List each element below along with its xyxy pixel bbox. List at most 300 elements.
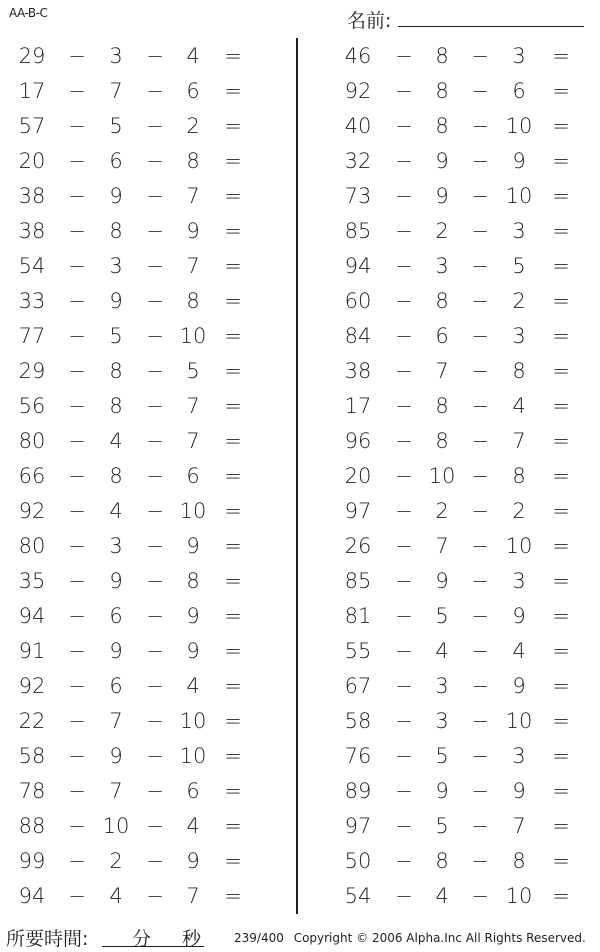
operand-a: 38 bbox=[18, 184, 46, 208]
operand-a: 55 bbox=[344, 639, 372, 663]
problem-row bbox=[0, 181, 600, 211]
minus-sign: − bbox=[68, 394, 86, 418]
minus-sign: − bbox=[146, 289, 164, 313]
operand-c: 4 bbox=[186, 44, 200, 68]
equals-sign: = bbox=[552, 849, 570, 873]
operand-b: 8 bbox=[109, 359, 123, 383]
minus-sign: − bbox=[395, 639, 413, 663]
operand-b: 2 bbox=[435, 499, 449, 523]
operand-b: 3 bbox=[109, 44, 123, 68]
problem-row bbox=[0, 636, 600, 666]
minus-sign: − bbox=[471, 219, 489, 243]
operand-b: 4 bbox=[435, 639, 449, 663]
operand-b: 10 bbox=[428, 464, 456, 488]
operand-a: 38 bbox=[18, 219, 46, 243]
minus-sign: − bbox=[146, 464, 164, 488]
minus-sign: − bbox=[68, 114, 86, 138]
operand-a: 97 bbox=[344, 814, 372, 838]
minus-sign: − bbox=[395, 394, 413, 418]
operand-c: 2 bbox=[512, 499, 526, 523]
equals-sign: = bbox=[224, 289, 242, 313]
minus-sign: − bbox=[395, 744, 413, 768]
operand-c: 9 bbox=[186, 534, 200, 558]
minus-sign: − bbox=[395, 44, 413, 68]
operand-b: 7 bbox=[109, 79, 123, 103]
problem-row bbox=[0, 111, 600, 141]
minus-sign: − bbox=[146, 674, 164, 698]
minus-sign: − bbox=[68, 569, 86, 593]
operand-c: 4 bbox=[186, 674, 200, 698]
operand-b: 6 bbox=[109, 674, 123, 698]
operand-c: 6 bbox=[186, 79, 200, 103]
operand-c: 10 bbox=[179, 709, 207, 733]
problem-row bbox=[0, 286, 600, 316]
equals-sign: = bbox=[224, 394, 242, 418]
operand-b: 8 bbox=[435, 394, 449, 418]
operand-c: 9 bbox=[512, 604, 526, 628]
operand-a: 17 bbox=[18, 79, 46, 103]
operand-a: 50 bbox=[344, 849, 372, 873]
operand-c: 9 bbox=[186, 849, 200, 873]
operand-a: 97 bbox=[344, 499, 372, 523]
minus-sign: − bbox=[68, 289, 86, 313]
operand-a: 92 bbox=[344, 79, 372, 103]
minus-sign: − bbox=[68, 499, 86, 523]
minus-sign: − bbox=[68, 534, 86, 558]
operand-a: 92 bbox=[18, 674, 46, 698]
minus-sign: − bbox=[471, 254, 489, 278]
operand-c: 3 bbox=[512, 219, 526, 243]
equals-sign: = bbox=[224, 849, 242, 873]
operand-b: 5 bbox=[109, 324, 123, 348]
operand-a: 29 bbox=[18, 44, 46, 68]
operand-a: 17 bbox=[344, 394, 372, 418]
equals-sign: = bbox=[224, 779, 242, 803]
operand-c: 6 bbox=[186, 464, 200, 488]
operand-b: 8 bbox=[109, 219, 123, 243]
operand-b: 5 bbox=[109, 114, 123, 138]
minus-sign: − bbox=[471, 674, 489, 698]
operand-a: 94 bbox=[18, 604, 46, 628]
operand-b: 9 bbox=[109, 289, 123, 313]
minus-sign: − bbox=[146, 254, 164, 278]
operand-c: 3 bbox=[512, 744, 526, 768]
equals-sign: = bbox=[224, 114, 242, 138]
equals-sign: = bbox=[552, 429, 570, 453]
minus-sign: − bbox=[68, 359, 86, 383]
minus-sign: − bbox=[471, 744, 489, 768]
minus-sign: − bbox=[395, 534, 413, 558]
minus-sign: − bbox=[395, 849, 413, 873]
minus-sign: − bbox=[471, 814, 489, 838]
operand-a: 89 bbox=[344, 779, 372, 803]
minus-sign: − bbox=[395, 219, 413, 243]
operand-b: 7 bbox=[109, 779, 123, 803]
minus-sign: − bbox=[395, 359, 413, 383]
minus-sign: − bbox=[471, 639, 489, 663]
operand-c: 8 bbox=[512, 359, 526, 383]
minus-sign: − bbox=[471, 709, 489, 733]
operand-b: 8 bbox=[435, 289, 449, 313]
operand-c: 10 bbox=[179, 499, 207, 523]
problem-row bbox=[0, 146, 600, 176]
operand-a: 35 bbox=[18, 569, 46, 593]
operand-b: 10 bbox=[102, 814, 130, 838]
operand-b: 9 bbox=[435, 569, 449, 593]
equals-sign: = bbox=[224, 744, 242, 768]
operand-a: 29 bbox=[18, 359, 46, 383]
equals-sign: = bbox=[224, 429, 242, 453]
equals-sign: = bbox=[224, 639, 242, 663]
operand-a: 26 bbox=[344, 534, 372, 558]
operand-b: 6 bbox=[109, 149, 123, 173]
minus-sign: − bbox=[146, 44, 164, 68]
minus-sign: − bbox=[146, 429, 164, 453]
page-number: 239/400 bbox=[234, 931, 284, 945]
minus-sign: − bbox=[471, 44, 489, 68]
minus-sign: − bbox=[146, 534, 164, 558]
operand-b: 8 bbox=[435, 429, 449, 453]
minus-sign: − bbox=[471, 464, 489, 488]
operand-c: 6 bbox=[512, 79, 526, 103]
problem-row bbox=[0, 76, 600, 106]
minus-sign: − bbox=[395, 709, 413, 733]
equals-sign: = bbox=[224, 709, 242, 733]
operand-b: 7 bbox=[435, 534, 449, 558]
operand-b: 7 bbox=[109, 709, 123, 733]
operand-b: 4 bbox=[109, 884, 123, 908]
minus-sign: − bbox=[68, 184, 86, 208]
operand-a: 54 bbox=[18, 254, 46, 278]
operand-c: 7 bbox=[186, 184, 200, 208]
operand-c: 8 bbox=[186, 289, 200, 313]
operand-c: 4 bbox=[186, 814, 200, 838]
equals-sign: = bbox=[224, 604, 242, 628]
operand-c: 3 bbox=[512, 44, 526, 68]
minus-sign: − bbox=[68, 464, 86, 488]
operand-a: 99 bbox=[18, 849, 46, 873]
equals-sign: = bbox=[224, 499, 242, 523]
operand-b: 4 bbox=[109, 429, 123, 453]
operand-b: 9 bbox=[109, 569, 123, 593]
equals-sign: = bbox=[552, 324, 570, 348]
operand-a: 77 bbox=[18, 324, 46, 348]
equals-sign: = bbox=[552, 709, 570, 733]
operand-b: 8 bbox=[435, 849, 449, 873]
minus-sign: − bbox=[146, 639, 164, 663]
minus-sign: − bbox=[146, 744, 164, 768]
operand-a: 58 bbox=[344, 709, 372, 733]
operand-b: 5 bbox=[435, 744, 449, 768]
problem-row bbox=[0, 251, 600, 281]
operand-b: 8 bbox=[109, 464, 123, 488]
operand-c: 5 bbox=[186, 359, 200, 383]
minus-sign: − bbox=[146, 709, 164, 733]
minus-sign: − bbox=[471, 499, 489, 523]
equals-sign: = bbox=[224, 254, 242, 278]
minus-sign: − bbox=[395, 674, 413, 698]
problem-row bbox=[0, 601, 600, 631]
seconds-unit: 秒 bbox=[182, 928, 202, 950]
operand-c: 4 bbox=[512, 394, 526, 418]
equals-sign: = bbox=[552, 219, 570, 243]
problem-row bbox=[0, 776, 600, 806]
problem-row bbox=[0, 216, 600, 246]
minus-sign: − bbox=[146, 324, 164, 348]
equals-sign: = bbox=[224, 674, 242, 698]
operand-b: 3 bbox=[435, 674, 449, 698]
equals-sign: = bbox=[552, 464, 570, 488]
problem-row bbox=[0, 426, 600, 456]
minus-sign: − bbox=[68, 219, 86, 243]
equals-sign: = bbox=[552, 569, 570, 593]
equals-sign: = bbox=[224, 184, 242, 208]
minus-sign: − bbox=[395, 464, 413, 488]
operand-b: 6 bbox=[109, 604, 123, 628]
operand-b: 3 bbox=[435, 254, 449, 278]
operand-a: 76 bbox=[344, 744, 372, 768]
operand-a: 92 bbox=[18, 499, 46, 523]
operand-b: 9 bbox=[435, 184, 449, 208]
equals-sign: = bbox=[552, 884, 570, 908]
operand-b: 8 bbox=[109, 394, 123, 418]
equals-sign: = bbox=[224, 324, 242, 348]
problem-row bbox=[0, 391, 600, 421]
operand-b: 3 bbox=[109, 534, 123, 558]
operand-b: 9 bbox=[435, 779, 449, 803]
minus-sign: − bbox=[146, 394, 164, 418]
problem-row bbox=[0, 671, 600, 701]
operand-a: 73 bbox=[344, 184, 372, 208]
time-label: 所要時間: bbox=[6, 928, 89, 950]
operand-b: 3 bbox=[109, 254, 123, 278]
minus-sign: − bbox=[146, 884, 164, 908]
minus-sign: − bbox=[146, 79, 164, 103]
equals-sign: = bbox=[552, 534, 570, 558]
minus-sign: − bbox=[146, 814, 164, 838]
operand-c: 7 bbox=[186, 884, 200, 908]
operand-b: 2 bbox=[435, 219, 449, 243]
operand-c: 8 bbox=[512, 464, 526, 488]
equals-sign: = bbox=[552, 604, 570, 628]
operand-c: 7 bbox=[186, 394, 200, 418]
minus-sign: − bbox=[471, 429, 489, 453]
minus-sign: − bbox=[395, 604, 413, 628]
equals-sign: = bbox=[552, 674, 570, 698]
problem-row bbox=[0, 496, 600, 526]
operand-c: 6 bbox=[186, 779, 200, 803]
operand-c: 10 bbox=[179, 744, 207, 768]
operand-a: 33 bbox=[18, 289, 46, 313]
worksheet-code: AA-B-C bbox=[9, 6, 48, 20]
operand-b: 9 bbox=[435, 149, 449, 173]
minus-sign: − bbox=[146, 219, 164, 243]
operand-c: 10 bbox=[505, 709, 533, 733]
minus-sign: − bbox=[68, 149, 86, 173]
operand-a: 94 bbox=[344, 254, 372, 278]
minus-sign: − bbox=[68, 44, 86, 68]
operand-b: 6 bbox=[435, 324, 449, 348]
minus-sign: − bbox=[471, 534, 489, 558]
minus-sign: − bbox=[395, 289, 413, 313]
equals-sign: = bbox=[552, 289, 570, 313]
minus-sign: − bbox=[146, 499, 164, 523]
minus-sign: − bbox=[68, 639, 86, 663]
minus-sign: − bbox=[146, 604, 164, 628]
operand-c: 7 bbox=[186, 254, 200, 278]
minus-sign: − bbox=[68, 709, 86, 733]
operand-b: 4 bbox=[109, 499, 123, 523]
equals-sign: = bbox=[552, 499, 570, 523]
operand-c: 9 bbox=[512, 149, 526, 173]
minus-sign: − bbox=[68, 674, 86, 698]
operand-a: 88 bbox=[18, 814, 46, 838]
operand-b: 8 bbox=[435, 44, 449, 68]
operand-b: 8 bbox=[435, 114, 449, 138]
minutes-unit: 分 bbox=[132, 928, 152, 950]
operand-a: 91 bbox=[18, 639, 46, 663]
operand-c: 5 bbox=[512, 254, 526, 278]
equals-sign: = bbox=[224, 79, 242, 103]
minus-sign: − bbox=[395, 254, 413, 278]
operand-a: 78 bbox=[18, 779, 46, 803]
minus-sign: − bbox=[395, 184, 413, 208]
minus-sign: − bbox=[471, 779, 489, 803]
name-field[interactable] bbox=[398, 26, 584, 27]
equals-sign: = bbox=[552, 44, 570, 68]
minus-sign: − bbox=[395, 324, 413, 348]
operand-b: 7 bbox=[435, 359, 449, 383]
operand-b: 2 bbox=[109, 849, 123, 873]
equals-sign: = bbox=[224, 149, 242, 173]
operand-a: 38 bbox=[344, 359, 372, 383]
operand-a: 96 bbox=[344, 429, 372, 453]
minus-sign: − bbox=[471, 114, 489, 138]
minus-sign: − bbox=[146, 849, 164, 873]
equals-sign: = bbox=[552, 814, 570, 838]
problem-row bbox=[0, 811, 600, 841]
operand-b: 8 bbox=[435, 79, 449, 103]
minus-sign: − bbox=[471, 79, 489, 103]
equals-sign: = bbox=[552, 114, 570, 138]
operand-a: 20 bbox=[344, 464, 372, 488]
operand-c: 3 bbox=[512, 569, 526, 593]
minus-sign: − bbox=[68, 429, 86, 453]
problem-row bbox=[0, 356, 600, 386]
problem-row bbox=[0, 881, 600, 911]
operand-c: 2 bbox=[512, 289, 526, 313]
minus-sign: − bbox=[146, 359, 164, 383]
operand-c: 9 bbox=[186, 639, 200, 663]
operand-b: 9 bbox=[109, 184, 123, 208]
problem-row bbox=[0, 706, 600, 736]
operand-c: 9 bbox=[512, 779, 526, 803]
operand-c: 4 bbox=[512, 639, 526, 663]
operand-b: 3 bbox=[435, 709, 449, 733]
minus-sign: − bbox=[146, 779, 164, 803]
minus-sign: − bbox=[146, 569, 164, 593]
operand-a: 66 bbox=[18, 464, 46, 488]
operand-a: 67 bbox=[344, 674, 372, 698]
minus-sign: − bbox=[395, 779, 413, 803]
minus-sign: − bbox=[471, 149, 489, 173]
minus-sign: − bbox=[471, 359, 489, 383]
operand-c: 10 bbox=[505, 534, 533, 558]
minus-sign: − bbox=[471, 569, 489, 593]
operand-c: 9 bbox=[186, 219, 200, 243]
operand-c: 10 bbox=[505, 184, 533, 208]
equals-sign: = bbox=[224, 219, 242, 243]
minus-sign: − bbox=[68, 884, 86, 908]
operand-c: 10 bbox=[505, 884, 533, 908]
operand-c: 8 bbox=[186, 569, 200, 593]
problem-row bbox=[0, 461, 600, 491]
footer-info bbox=[234, 931, 592, 945]
problem-row bbox=[0, 741, 600, 771]
problem-row bbox=[0, 41, 600, 71]
minus-sign: − bbox=[471, 884, 489, 908]
operand-a: 80 bbox=[18, 429, 46, 453]
equals-sign: = bbox=[224, 569, 242, 593]
operand-c: 8 bbox=[186, 149, 200, 173]
minus-sign: − bbox=[68, 254, 86, 278]
operand-b: 5 bbox=[435, 814, 449, 838]
name-label: 名前: bbox=[347, 10, 392, 32]
equals-sign: = bbox=[224, 534, 242, 558]
equals-sign: = bbox=[552, 639, 570, 663]
minus-sign: − bbox=[68, 814, 86, 838]
operand-a: 94 bbox=[18, 884, 46, 908]
operand-c: 9 bbox=[186, 604, 200, 628]
minus-sign: − bbox=[471, 604, 489, 628]
minus-sign: − bbox=[395, 569, 413, 593]
operand-b: 5 bbox=[435, 604, 449, 628]
equals-sign: = bbox=[552, 184, 570, 208]
operand-c: 2 bbox=[186, 114, 200, 138]
operand-c: 10 bbox=[505, 114, 533, 138]
minus-sign: − bbox=[146, 184, 164, 208]
equals-sign: = bbox=[552, 149, 570, 173]
equals-sign: = bbox=[224, 44, 242, 68]
minus-sign: − bbox=[146, 149, 164, 173]
operand-c: 8 bbox=[512, 849, 526, 873]
equals-sign: = bbox=[224, 464, 242, 488]
equals-sign: = bbox=[552, 359, 570, 383]
equals-sign: = bbox=[552, 394, 570, 418]
operand-a: 85 bbox=[344, 219, 372, 243]
minus-sign: − bbox=[68, 79, 86, 103]
minus-sign: − bbox=[471, 394, 489, 418]
operand-a: 85 bbox=[344, 569, 372, 593]
copyright: Copyright © 2006 Alpha.Inc All Rights Reserved. bbox=[293, 931, 586, 945]
equals-sign: = bbox=[552, 779, 570, 803]
operand-a: 20 bbox=[18, 149, 46, 173]
minus-sign: − bbox=[395, 884, 413, 908]
operand-a: 22 bbox=[18, 709, 46, 733]
equals-sign: = bbox=[224, 814, 242, 838]
equals-sign: = bbox=[552, 79, 570, 103]
operand-a: 54 bbox=[344, 884, 372, 908]
operand-a: 32 bbox=[344, 149, 372, 173]
minus-sign: − bbox=[68, 324, 86, 348]
minus-sign: − bbox=[68, 744, 86, 768]
operand-c: 10 bbox=[179, 324, 207, 348]
operand-b: 9 bbox=[109, 744, 123, 768]
operand-a: 60 bbox=[344, 289, 372, 313]
operand-c: 7 bbox=[512, 429, 526, 453]
operand-c: 7 bbox=[512, 814, 526, 838]
minus-sign: − bbox=[471, 289, 489, 313]
